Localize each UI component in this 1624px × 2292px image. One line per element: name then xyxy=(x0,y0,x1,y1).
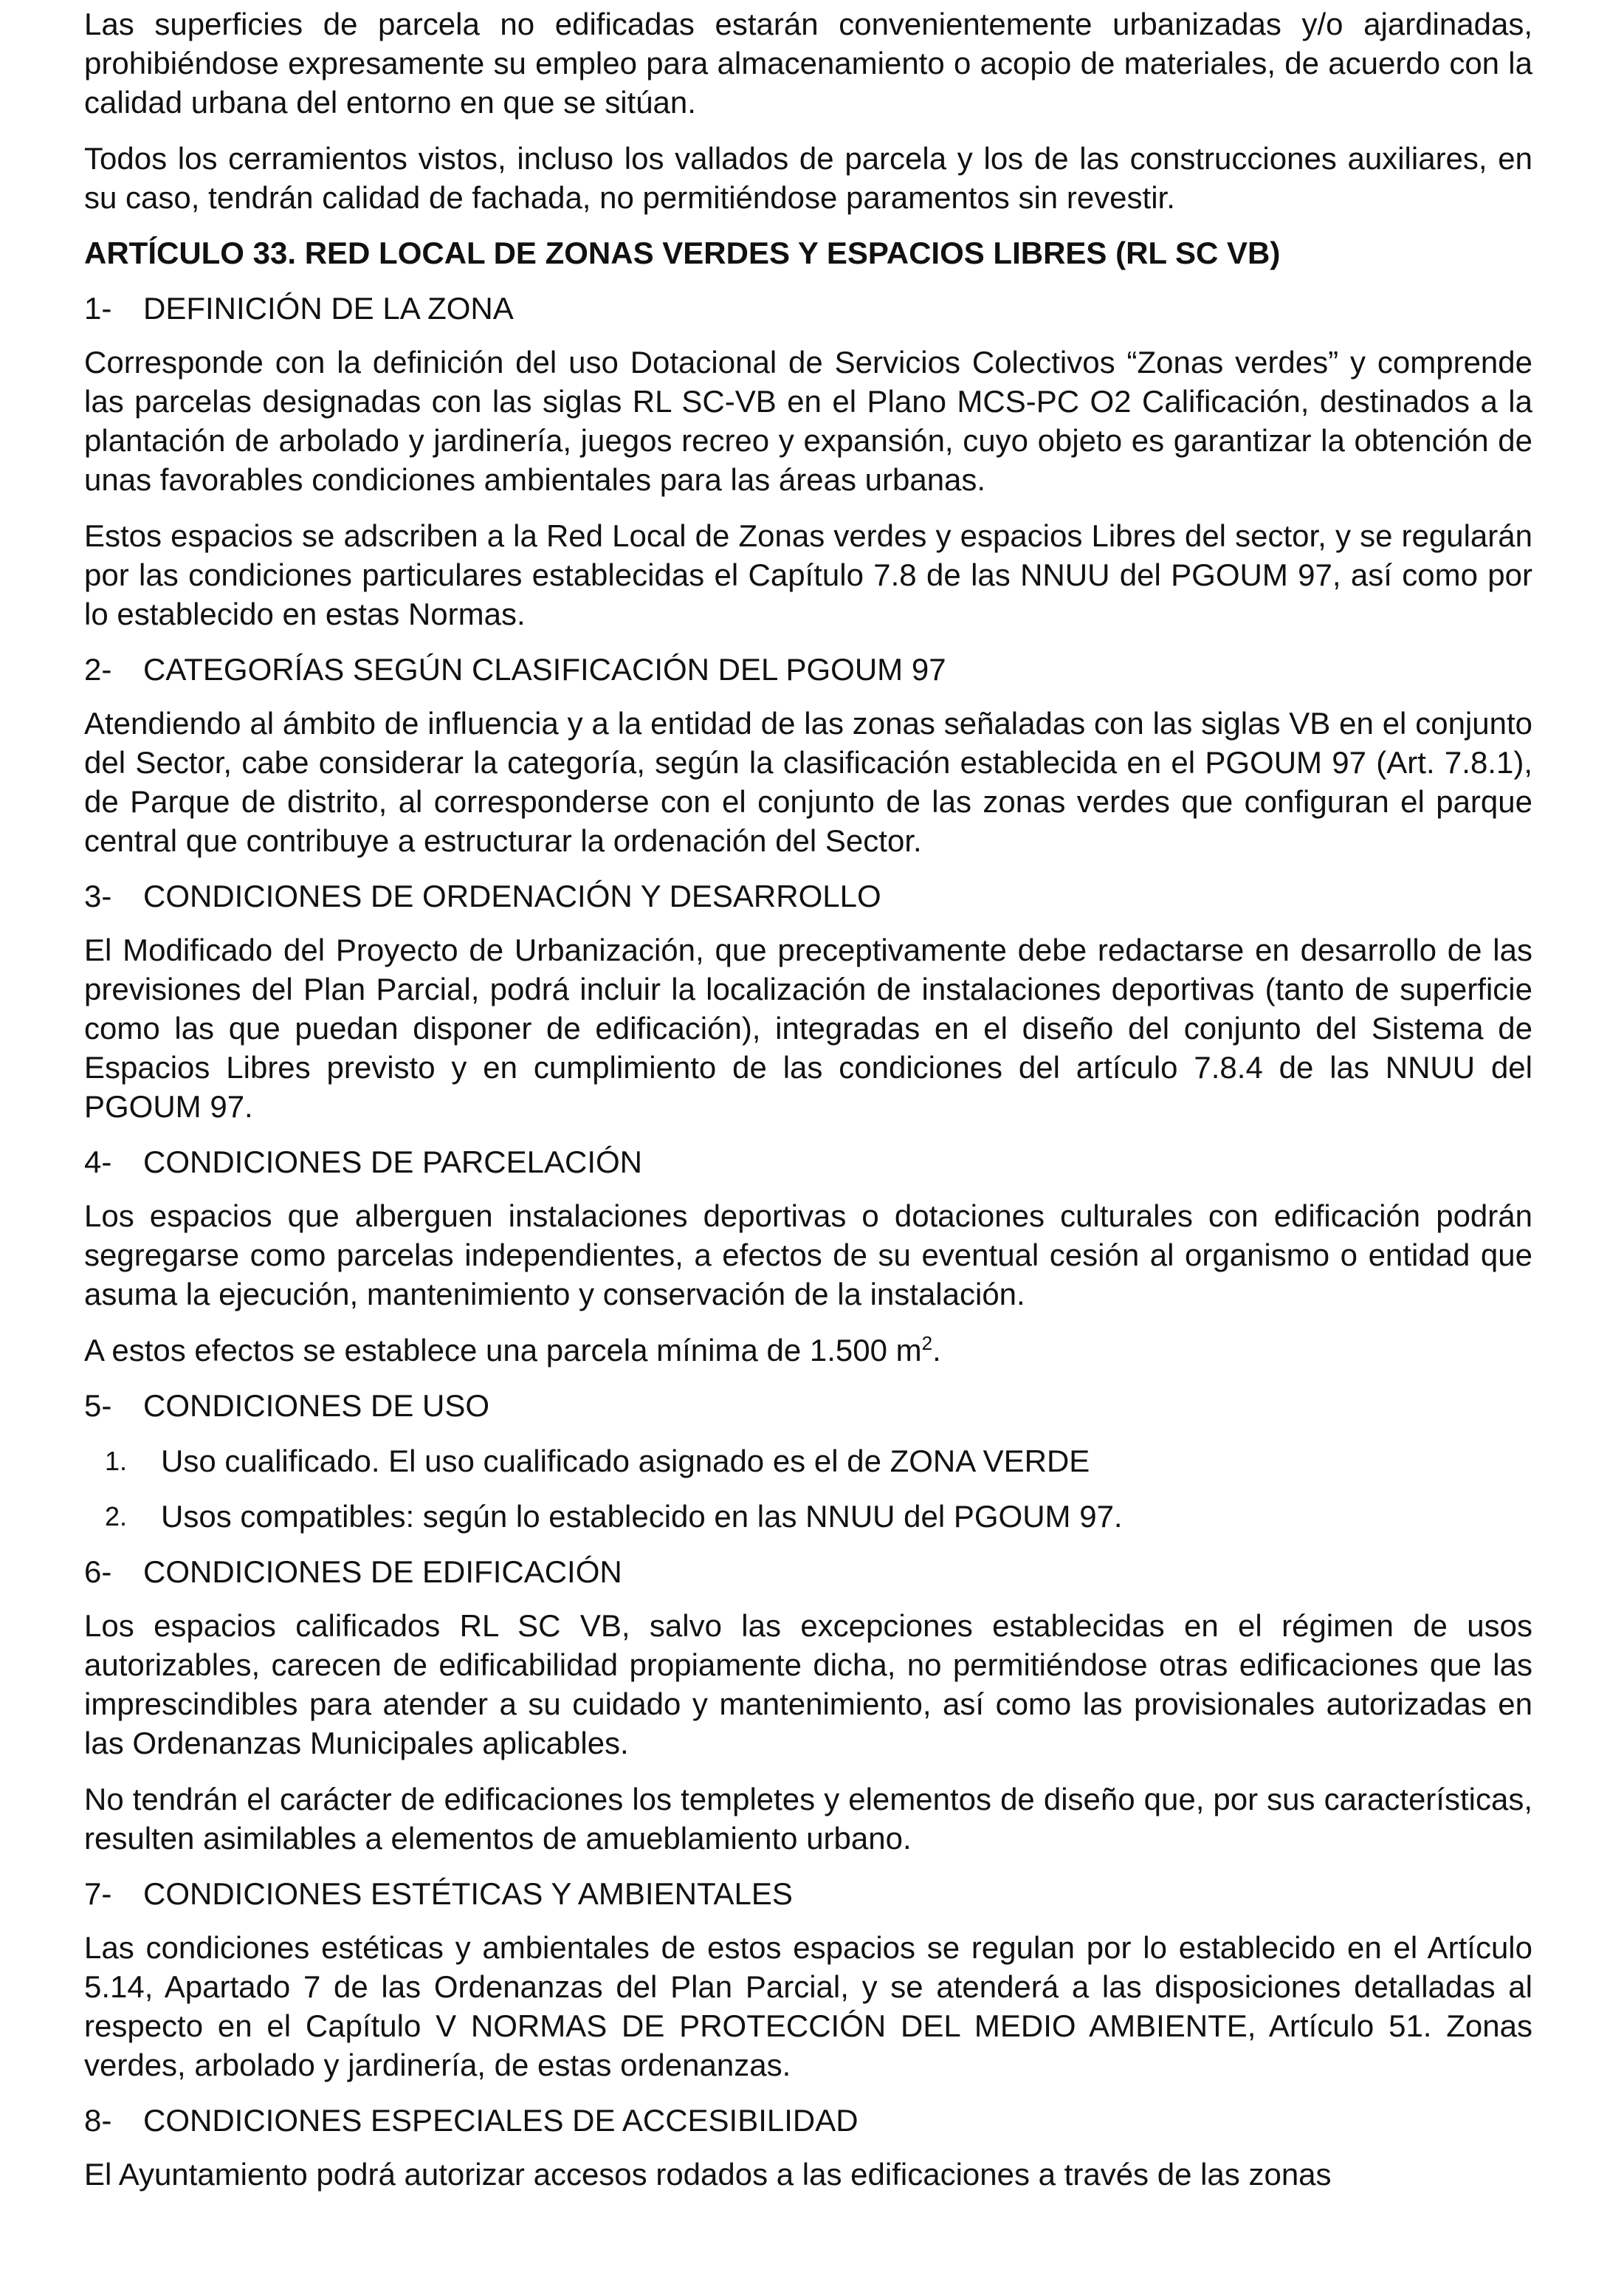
article-title: ARTÍCULO 33. RED LOCAL DE ZONAS VERDES Y ESPACIOS LIBRES (RL SC VB) xyxy=(84,236,1281,270)
section-heading-4 xyxy=(84,1142,1532,1181)
list-item-number: 2. xyxy=(105,1501,128,1531)
list-item xyxy=(84,1441,1532,1480)
section-heading-3 xyxy=(84,876,1532,916)
section-title: CONDICIONES DE PARCELACIÓN xyxy=(143,1145,642,1179)
section-title: CATEGORÍAS SEGÚN CLASIFICACIÓN DEL PGOUM 97 xyxy=(143,652,946,687)
list-item-text: Uso cualificado. El uso cualificado asignado es el de ZONA VERDE xyxy=(161,1444,1090,1478)
section-3-paragraph-1: El Modificado del Proyecto de Urbanización, que preceptivamente debe redactarse en desarrollo de las previsiones del Plan Parcial, podrá incluir la localización de instalaciones deportivas (tanto de superficie como las que puedan disponer de edificación), integradas en el diseño del conjunto del Sistema de Espacios Libres previsto y en cumplimiento de las condiciones del artículo 7.8.4 de las NNUU del PGOUM 97. xyxy=(84,933,1532,1124)
intro-paragraph-2: Todos los cerramientos vistos, incluso los vallados de parcela y los de las construcciones auxiliares, en su caso, tendrán calidad de fachada, no permitiéndose paramentos sin revestir. xyxy=(84,141,1532,215)
sentence-end: . xyxy=(932,1333,941,1368)
list-item-text: Usos compatibles: según lo establecido en las NNUU del PGOUM 97. xyxy=(161,1499,1123,1534)
section-6-paragraph-2: No tendrán el carácter de edificaciones los templetes y elementos de diseño que, por sus características, resulten asimilables a elementos de amueblamiento urbano. xyxy=(84,1782,1532,1856)
section-number: 1- xyxy=(84,291,112,326)
section-number: 2- xyxy=(84,652,112,687)
section-title: CONDICIONES DE EDIFICACIÓN xyxy=(143,1554,622,1589)
section-title: CONDICIONES ESTÉTICAS Y AMBIENTALES xyxy=(143,1876,793,1911)
section-number: 4- xyxy=(84,1145,112,1179)
section-title: CONDICIONES DE USO xyxy=(143,1388,490,1423)
section-heading-7 xyxy=(84,1874,1532,1913)
section-7-paragraph-1: Las condiciones estéticas y ambientales de estos espacios se regulan por lo establecido en el Artículo 5.14, Apartado 7 de las Ordenanzas del Plan Parcial, y se atenderá a las disposiciones detalladas al respecto en el Capítulo V NORMAS DE PROTECCIÓN DEL MEDIO AMBIENTE, Artículo 51. Zonas verdes, arbolado y jardinería, de estas ordenanzas. xyxy=(84,1930,1532,2082)
section-8-paragraph-1: El Ayuntamiento podrá autorizar accesos rodados a las edificaciones a través de las zonas xyxy=(84,2157,1332,2192)
list-item-number: 1. xyxy=(105,1446,128,1476)
document-page xyxy=(84,0,1532,2194)
section-number: 6- xyxy=(84,1554,112,1589)
section-4-paragraph-1: Los espacios que alberguen instalaciones deportivas o dotaciones culturales con edificación podrán segregarse como parcelas independientes, a efectos de su eventual cesión al organismo o entidad que asuma la ejecución, mantenimiento y conservación de la instalación. xyxy=(84,1198,1532,1311)
section-6-paragraph-1: Los espacios calificados RL SC VB, salvo las excepciones establecidas en el régimen de usos autorizables, carecen de edificabilidad propiamente dicha, no permitiéndose otras edificaciones que las imprescindibles para atender a su cuidado y mantenimiento, así como las provisionales autorizadas en las Ordenanzas Municipales aplicables. xyxy=(84,1608,1532,1760)
section-heading-6 xyxy=(84,1552,1532,1591)
section-2-paragraph-1: Atendiendo al ámbito de influencia y a la entidad de las zonas señaladas con las siglas VB en el conjunto del Sector, cabe considerar la categoría, según la clasificación establecida en el PGOUM 97 (Art. 7.8.1), de Parque de distrito, al corresponderse con el conjunto de las zonas verdes que configuran el parque central que contribuye a estructurar la ordenación del Sector. xyxy=(84,706,1532,858)
section-heading-1 xyxy=(84,289,1532,328)
section-title: CONDICIONES ESPECIALES DE ACCESIBILIDAD xyxy=(143,2103,859,2138)
section-1-paragraph-1: Corresponde con la definición del uso Dotacional de Servicios Colectivos “Zonas verdes” y comprende las parcelas designadas con las siglas RL SC-VB en el Plano MCS-PC O2 Calificación, destinados a la plantación de arbolado y jardinería, juegos recreo y expansión, cuyo objeto es garantizar la obtención de unas favorables condiciones ambientales para las áreas urbanas. xyxy=(84,345,1532,497)
section-heading-8 xyxy=(84,2101,1532,2140)
section-title: CONDICIONES DE ORDENACIÓN Y DESARROLLO xyxy=(143,879,881,913)
section-1-paragraph-2: Estos espacios se adscriben a la Red Local de Zonas verdes y espacios Libres del sector, y se regularán por las condiciones particulares establecidas el Capítulo 7.8 de las NNUU del PGOUM 97, así como por lo establecido en estas Normas. xyxy=(84,518,1532,631)
section-heading-5 xyxy=(84,1386,1532,1425)
section-heading-2 xyxy=(84,650,1532,689)
minimum-parcel-text: A estos efectos se establece una parcela mínima de 1.500 m xyxy=(84,1333,922,1368)
section-4-paragraph-2 xyxy=(84,1331,1532,1370)
list-item xyxy=(84,1497,1532,1536)
intro-paragraph-1: Las superficies de parcela no edificadas estarán convenientemente urbanizadas y/o ajardinadas, prohibiéndose expresamente su empleo para almacenamiento o acopio de materiales, de acuerdo con la calidad urbana del entorno en que se sitúan. xyxy=(84,7,1532,120)
section-number: 3- xyxy=(84,879,112,913)
section-title: DEFINICIÓN DE LA ZONA xyxy=(143,291,514,326)
square-meter-superscript: 2 xyxy=(921,1332,933,1354)
section-number: 5- xyxy=(84,1388,112,1423)
section-number: 7- xyxy=(84,1876,112,1911)
section-number: 8- xyxy=(84,2103,112,2138)
